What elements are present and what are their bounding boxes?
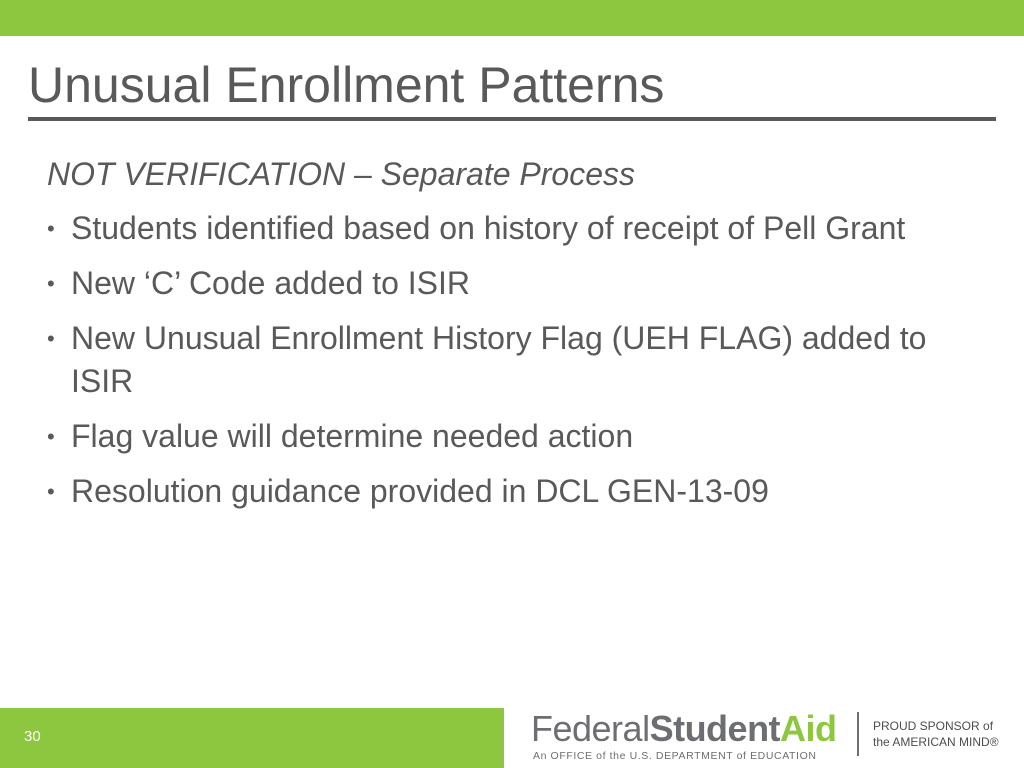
bullet-item (47, 317, 967, 403)
bullet-text: Flag value will determine needed action (71, 418, 634, 454)
sponsor-line-2: the AMERICAN MIND® (873, 735, 999, 749)
sponsor-text (873, 718, 999, 750)
page-number: 30 (24, 728, 41, 745)
bullet-icon: • (47, 216, 55, 241)
bullet-item (47, 207, 967, 250)
bullet-icon: • (47, 326, 55, 351)
bullet-item (47, 415, 967, 458)
bullet-item (47, 262, 967, 305)
fsa-wordmark (531, 710, 837, 748)
bullet-icon: • (47, 424, 55, 449)
slide-title: Unusual Enrollment Patterns (28, 57, 665, 113)
bullet-icon: • (47, 479, 55, 504)
logo-student-text: Student (649, 708, 781, 749)
bullet-text: Resolution guidance provided in DCL GEN-13-09 (71, 473, 769, 509)
sponsor-line-1: PROUD SPONSOR of (873, 719, 994, 733)
top-accent-bar (0, 0, 1024, 36)
footer-green-band (0, 708, 504, 768)
slide-subtitle: NOT VERIFICATION – Separate Process (47, 156, 636, 192)
bullet-text: New ‘C’ Code added to ISIR (71, 265, 471, 301)
bullet-text: New Unusual Enrollment History Flag (UEH FLAG) added to ISIR (71, 320, 927, 399)
logo-federal-text: Federal (531, 708, 650, 749)
logo-aid-text: Aid (780, 708, 837, 749)
title-underline (28, 117, 996, 121)
bullet-icon: • (47, 271, 55, 296)
bullet-item (47, 470, 967, 513)
bullet-text: Students identified based on history of receipt of Pell Grant (71, 210, 906, 246)
federal-student-aid-logo (531, 708, 851, 764)
logo-tagline: An OFFICE of the U.S. DEPARTMENT of EDUCATION (533, 750, 817, 762)
logo-divider (857, 712, 859, 756)
bullet-list (47, 207, 967, 525)
